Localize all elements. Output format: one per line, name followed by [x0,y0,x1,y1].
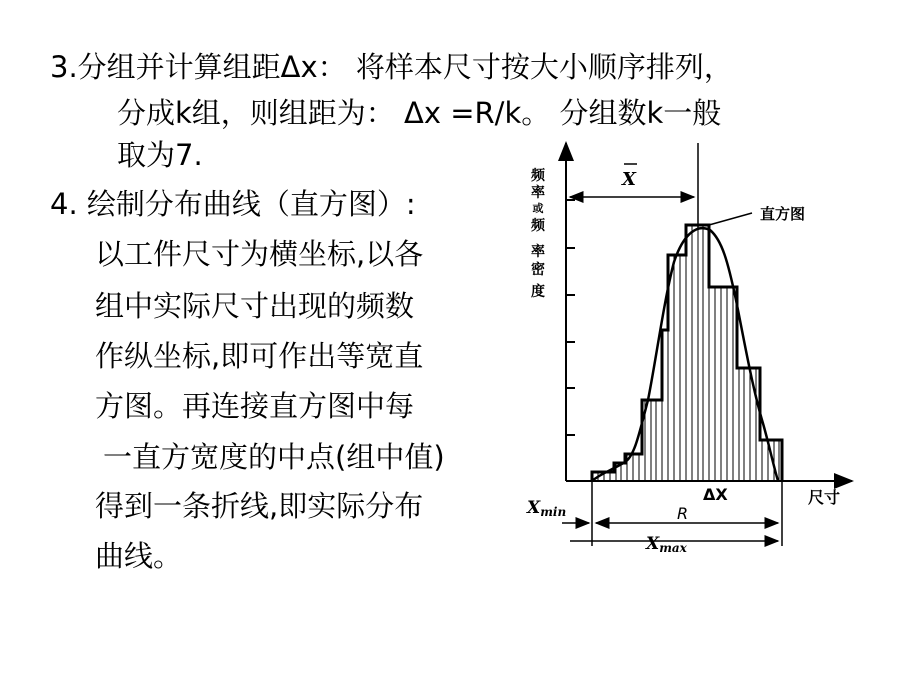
histogram-outline [592,225,782,481]
section4-line7: 得到一条折线,即实际分布 [95,489,424,523]
y-label-char: 率 [531,185,545,201]
y-label-char: 频 [531,218,545,234]
y-axis-ticks [566,200,575,435]
y-label-char: 频 [531,168,545,184]
x-axis-label: 尺寸 [808,488,841,507]
distribution-histogram-figure [515,140,900,560]
y-label-char: 密 [531,262,545,278]
x-min-label [526,498,566,519]
section3-line2: 分成k组，则组距为： Δx =R/k。 分组数k一般 [117,96,722,130]
section4-line5: 方图。再连接直方图中每 [95,389,415,423]
section4-line2: 以工件尺寸为横坐标,以各 [95,237,424,271]
section3-line1: 3.分组并计算组距Δx： 将样本尺寸按大小顺序排列， [50,50,733,84]
section4-line8: 曲线。 [95,539,183,573]
y-label-char: 或 [532,202,544,215]
delta-x-label: ΔX [703,485,728,504]
histogram-hatching [598,225,779,481]
x-max-label [645,534,688,555]
histogram-label-leader [709,213,752,225]
section4-line3: 组中实际尺寸出现的频数 [95,289,415,323]
histogram-label: 直方图 [760,205,806,223]
section4-line6: 一直方宽度的中点(组中值) [103,440,445,474]
x-min-main: X [527,498,541,518]
x-max-main: X [646,534,660,554]
section4-line1: 4. 绘制分布曲线（直方图）: [50,187,416,221]
x-min-subscript: min [540,505,567,519]
y-label-char: 度 [531,284,545,300]
x-max-subscript: max [659,541,687,555]
y-axis-label [531,168,546,300]
section3-line3: 取为7. [117,138,203,172]
range-label: R [677,504,689,523]
xbar-label: X [622,169,636,190]
y-label-char: 率 [531,244,545,260]
section4-line4: 作纵坐标,即可作出等宽直 [95,339,424,373]
